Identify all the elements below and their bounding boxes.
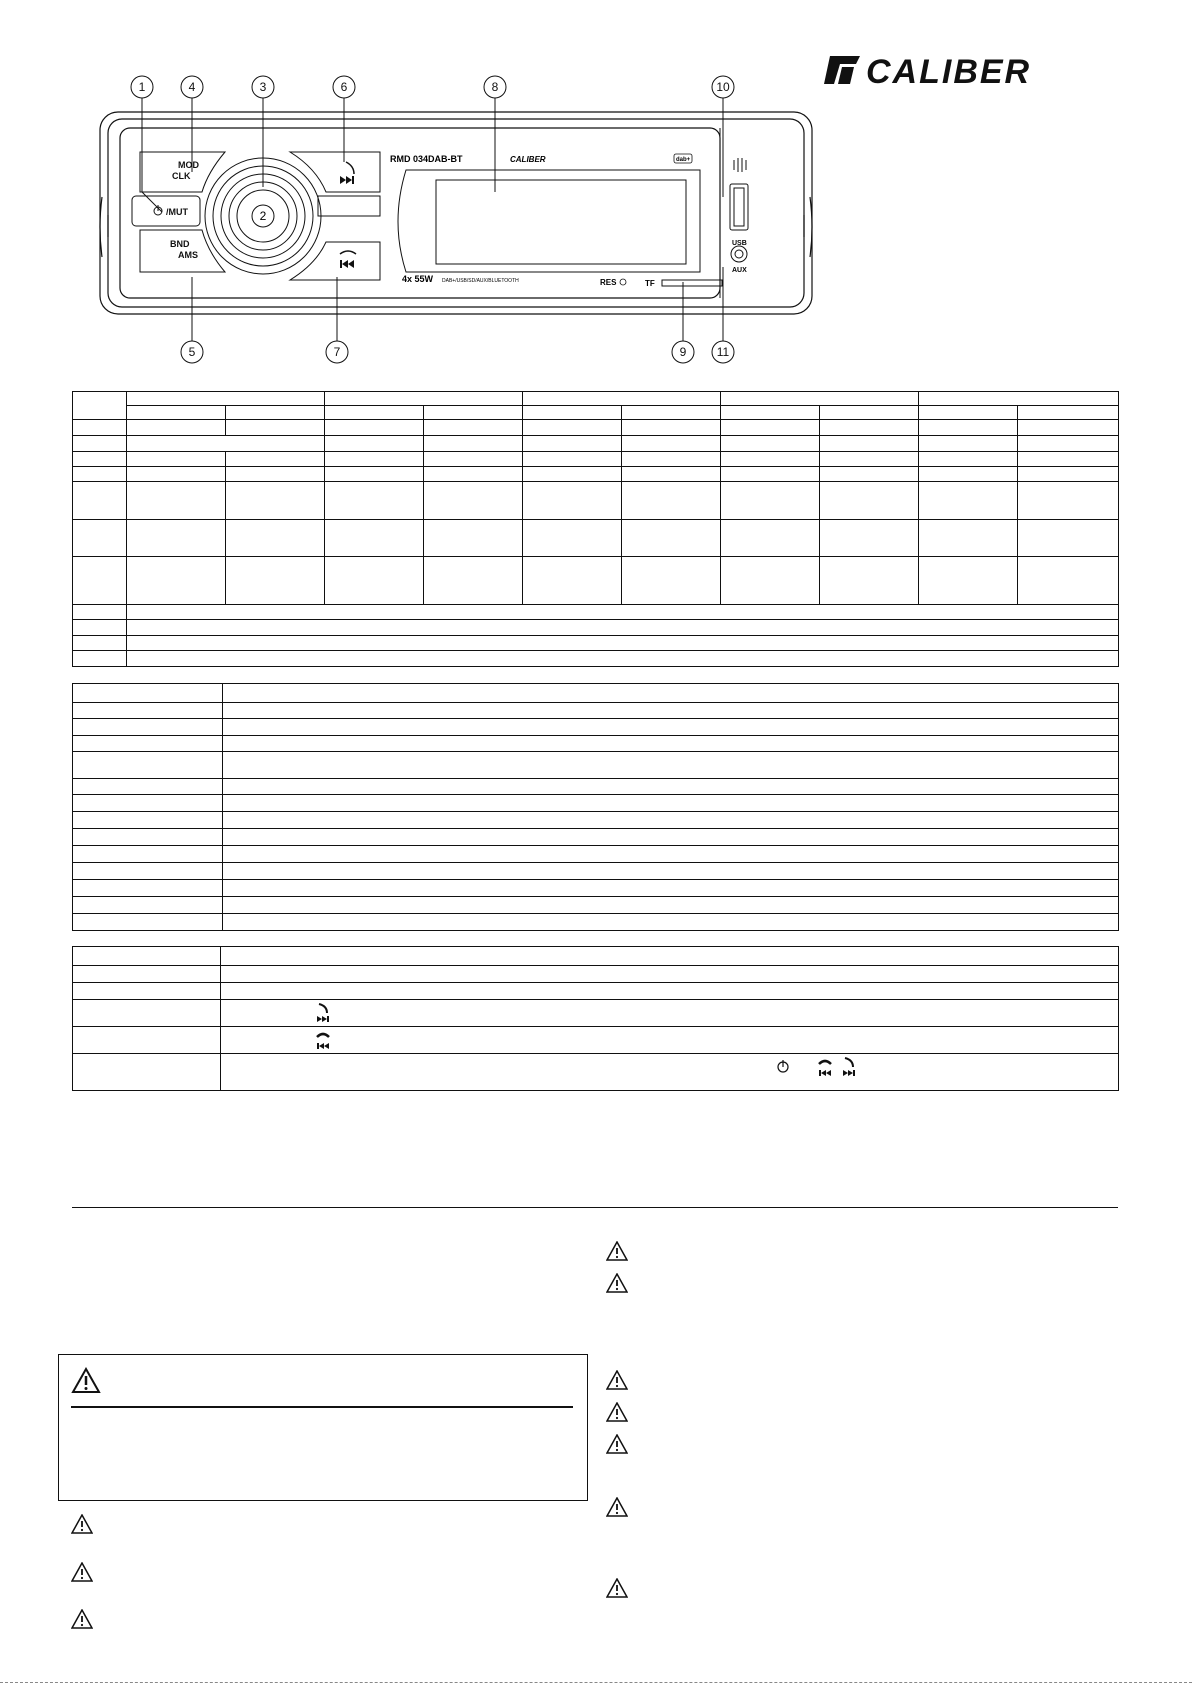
warning-icon — [606, 1370, 628, 1390]
table-row — [73, 846, 1119, 863]
table-row — [73, 966, 1119, 983]
table-row — [73, 605, 1119, 620]
previous-track-icon — [340, 260, 354, 268]
phone-answer-icon — [841, 1056, 857, 1078]
table-row — [73, 719, 1119, 736]
function-table — [72, 683, 1119, 931]
phone-hangup-icon — [340, 251, 356, 254]
dab-label: dab+ — [676, 157, 691, 163]
tf-card-slot[interactable] — [662, 280, 722, 286]
ams-label: AMS — [178, 250, 198, 260]
tf-label: TF — [645, 279, 655, 288]
car-radio-diagram — [90, 72, 850, 372]
bnd-label: BND — [170, 239, 190, 249]
lcd-screen — [436, 180, 686, 264]
next-track-icon — [340, 176, 354, 184]
table-row — [73, 452, 1119, 467]
section-divider — [72, 1207, 1118, 1208]
table-row — [73, 684, 1119, 703]
usb-port[interactable] — [730, 184, 748, 230]
table-row — [73, 914, 1119, 931]
mut-label: /MUT — [166, 207, 188, 217]
warning-icon — [606, 1273, 628, 1293]
callout-4: 4 — [188, 80, 196, 94]
phone-answer-icon — [346, 162, 354, 174]
model-label: RMD 034DAB-BT — [390, 154, 463, 164]
warning-icon — [71, 1514, 93, 1534]
warning-icon — [606, 1434, 628, 1454]
table-row — [73, 636, 1119, 651]
table-row — [73, 557, 1119, 605]
callout-10: 10 — [716, 80, 730, 94]
ir-sensor-icon — [734, 158, 746, 172]
table-row — [73, 947, 1119, 966]
callout-3: 3 — [259, 80, 267, 94]
page-bottom-rule — [0, 1682, 1192, 1683]
knob-label: 2 — [259, 209, 267, 223]
warning-icon — [606, 1497, 628, 1517]
warning-box — [58, 1354, 588, 1501]
table-row — [73, 1027, 1119, 1054]
warning-icon — [606, 1402, 628, 1422]
table-row — [73, 482, 1119, 520]
table-row — [73, 1054, 1119, 1091]
caliber-logo — [822, 52, 1117, 88]
table-row — [73, 829, 1119, 846]
display-frame — [398, 170, 700, 272]
callout-9: 9 — [679, 345, 687, 359]
callout-5: 5 — [188, 345, 196, 359]
table-row — [73, 1000, 1119, 1027]
warning-icon — [606, 1241, 628, 1261]
phone-hangup-icon — [817, 1056, 833, 1078]
table-row — [73, 436, 1119, 452]
table-row — [73, 779, 1119, 795]
table-row — [73, 520, 1119, 557]
phone-hangup-icon — [315, 1029, 331, 1051]
table-row — [73, 752, 1119, 779]
power-rating-label: 4x 55W — [402, 274, 434, 284]
table-row — [73, 392, 1119, 406]
table-row — [73, 897, 1119, 914]
callout-8: 8 — [491, 80, 499, 94]
table-row — [73, 736, 1119, 752]
table-row — [73, 812, 1119, 829]
table-row — [73, 620, 1119, 636]
features-label: DAB+/USB/SD/AUX/BLUETOOTH — [442, 278, 519, 284]
table-row — [73, 983, 1119, 1000]
prev-hangup-button[interactable] — [290, 242, 380, 280]
power-icon — [773, 1058, 793, 1074]
warning-icon — [71, 1367, 101, 1394]
warning-icon — [71, 1609, 93, 1629]
specification-table — [72, 391, 1119, 667]
table-row — [73, 467, 1119, 482]
callout-11: 11 — [716, 345, 730, 359]
power-icon — [154, 205, 162, 215]
device-brand-label: CALIBER — [510, 155, 546, 164]
table-row — [73, 863, 1119, 880]
table-row — [73, 420, 1119, 436]
logo-text: CALIBER — [866, 53, 1032, 88]
table-row — [73, 795, 1119, 812]
warning-icon — [606, 1578, 628, 1598]
usb-label: USB — [732, 240, 747, 247]
center-button[interactable] — [318, 196, 380, 216]
callout-7: 7 — [333, 345, 341, 359]
phone-answer-icon — [315, 1002, 331, 1024]
clk-label: CLK — [172, 171, 191, 181]
table-row — [73, 406, 1119, 420]
table-row — [73, 880, 1119, 897]
aux-label: AUX — [732, 267, 747, 274]
table-row — [73, 651, 1119, 667]
bluetooth-table — [72, 946, 1119, 1091]
callout-1: 1 — [138, 80, 146, 94]
warning-box-rule — [71, 1406, 573, 1408]
warning-icon — [71, 1562, 93, 1582]
res-label[interactable]: RES — [600, 278, 617, 287]
reset-button[interactable] — [620, 279, 626, 285]
table-row — [73, 703, 1119, 719]
aux-jack[interactable] — [731, 246, 747, 262]
callout-6: 6 — [340, 80, 348, 94]
mod-label: MOD — [178, 160, 199, 170]
